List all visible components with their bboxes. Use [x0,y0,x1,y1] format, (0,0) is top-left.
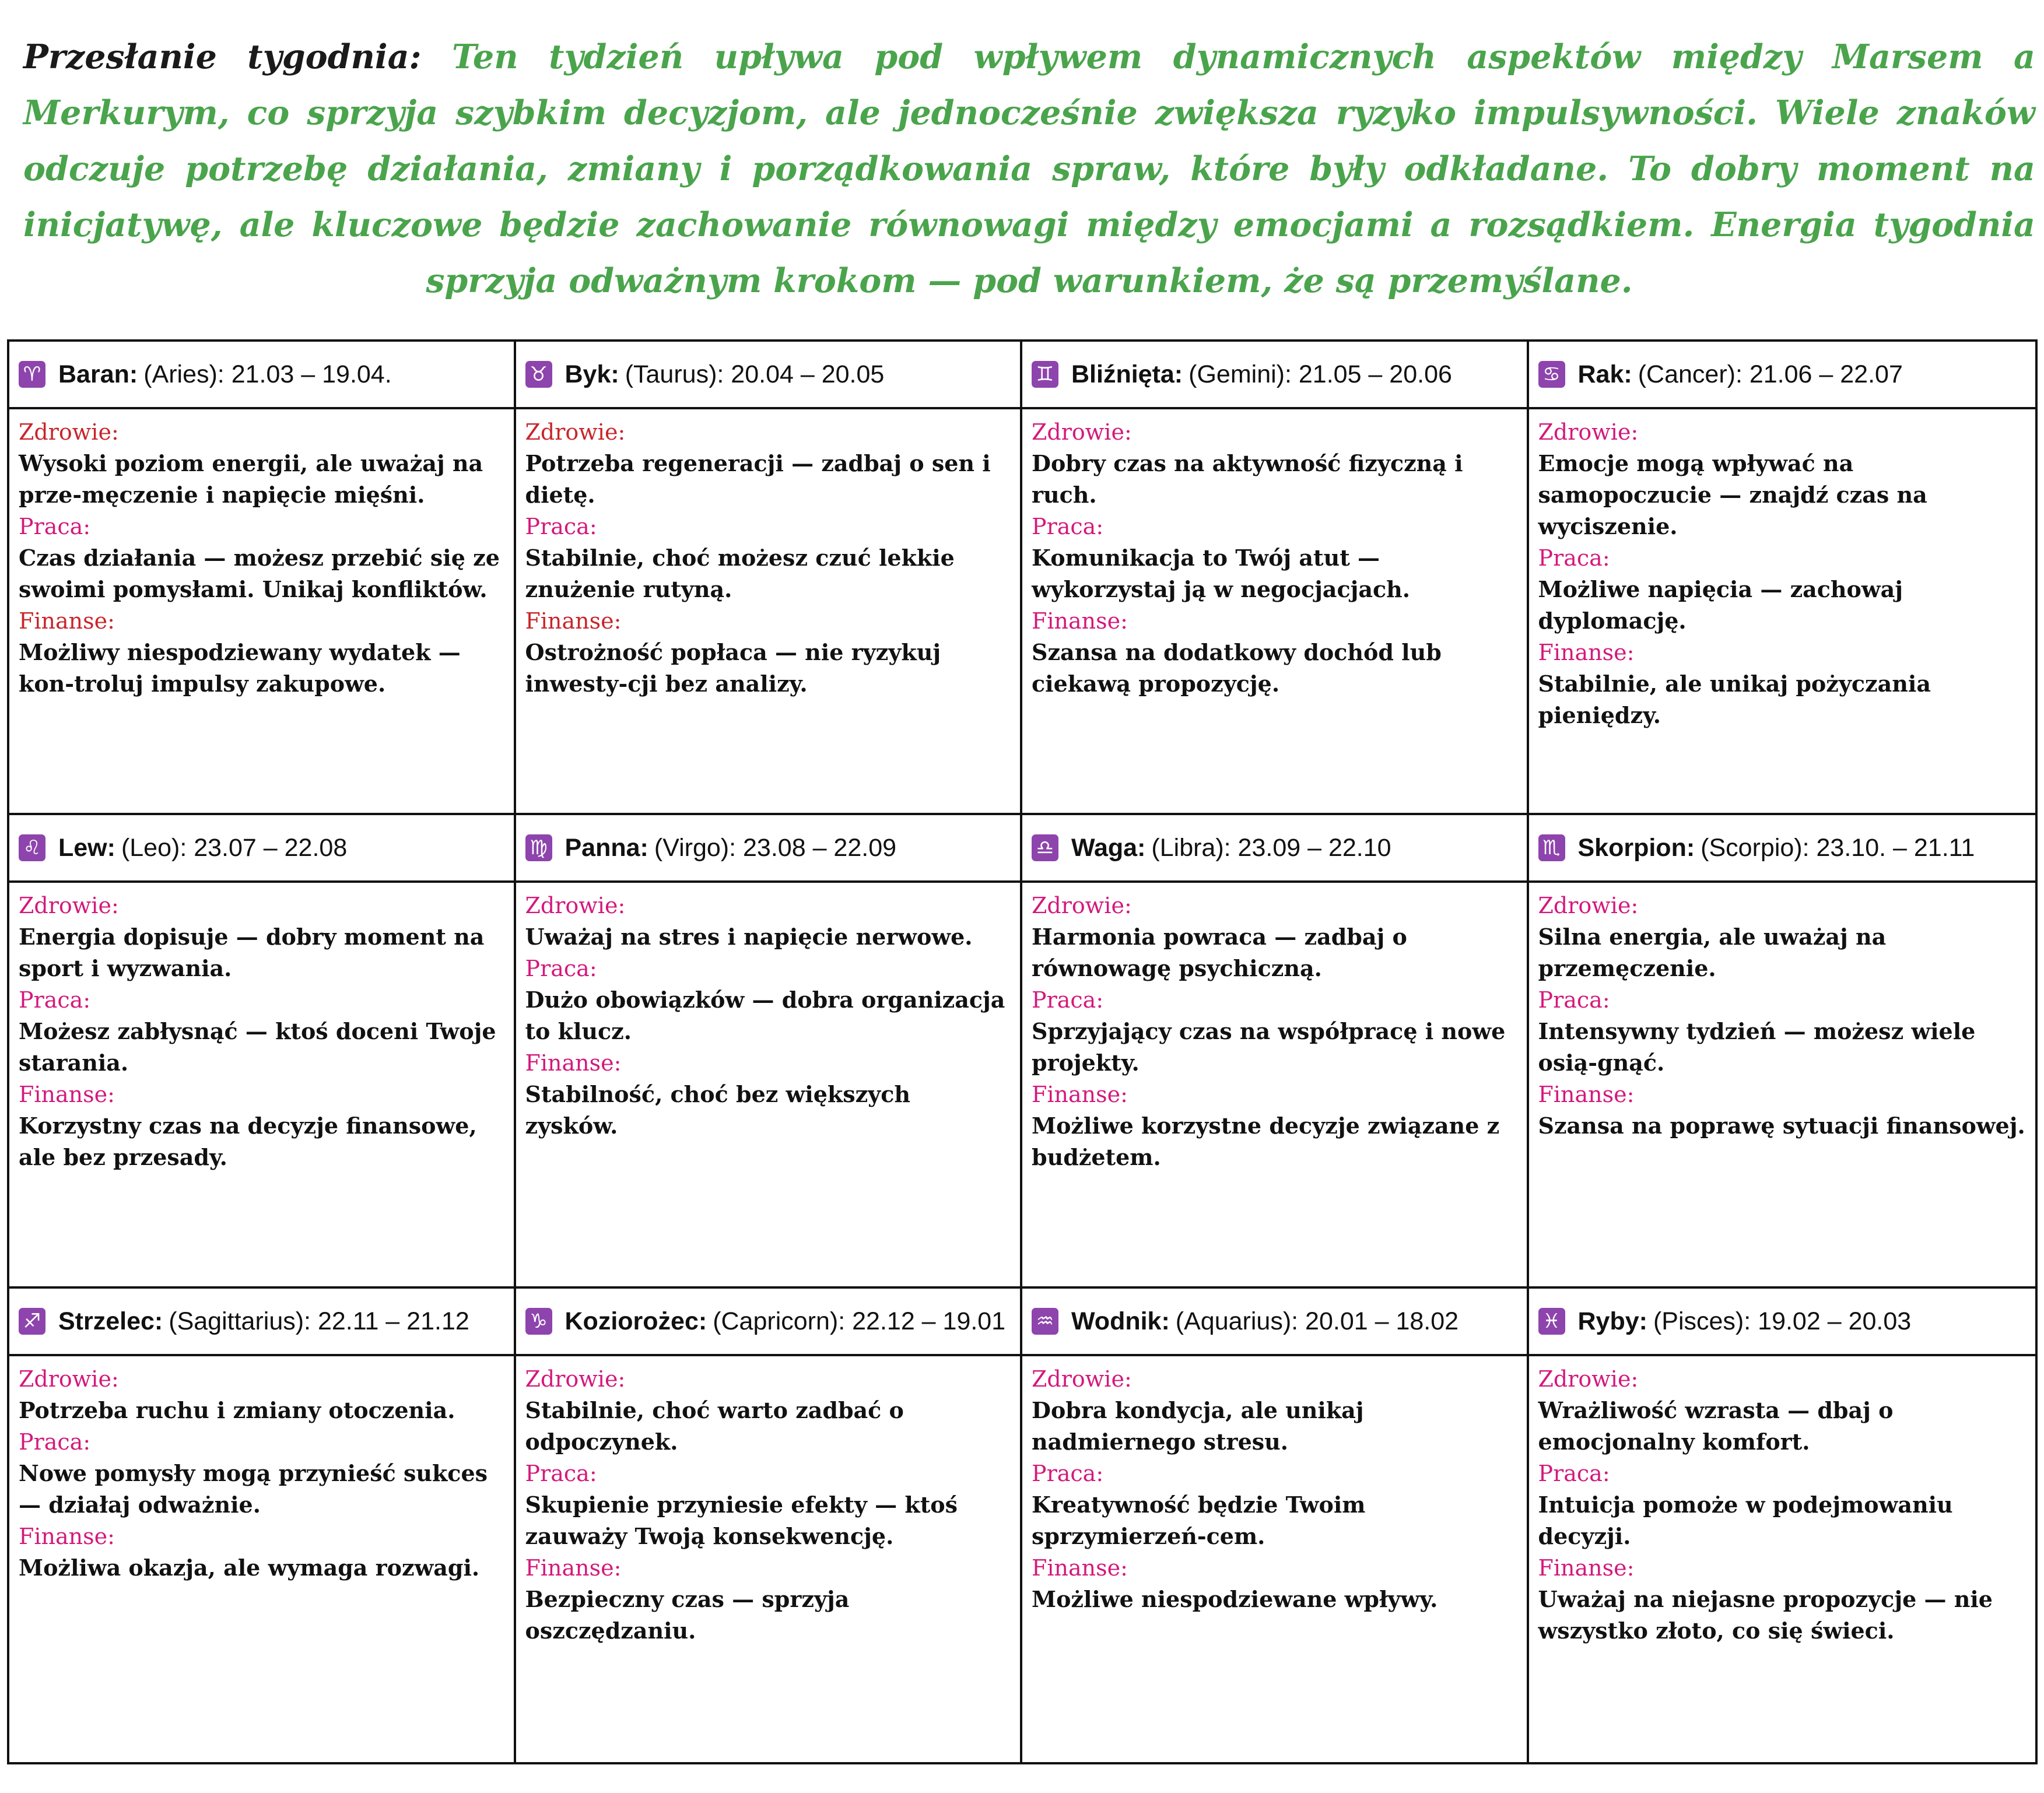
sign-dates: (Capricorn): 22.12 – 19.01 [713,1307,1006,1335]
sign-body [1022,883,1527,1173]
finance-text: Stabilnie, ale unikaj pożyczania pieniędzy. [1538,671,1931,728]
health-text: Wysoki poziom energii, ale uważaj na prze-męczenie i napięcie mięśni. [19,450,483,508]
sign-cell-gemini [1022,342,1529,815]
health-text: Stabilnie, choć warto zadbać o odpoczynek. [525,1397,904,1455]
sign-name: Strzelec: [58,1307,163,1335]
sign-cell-capricorn [516,1289,1023,1762]
work-label: Praca: [19,987,91,1013]
work-text: Skupienie przyniesie efekty — ktoś zauważy Twoją konsekwencję. [525,1492,958,1549]
work-label: Praca: [1538,1461,1610,1486]
finance-text: Możliwa okazja, ale wymaga rozwagi. [19,1555,480,1581]
sign-header [1529,815,2036,883]
health-label: Zdrowie: [525,419,626,445]
sign-dates: (Aquarius): 20.01 – 18.02 [1175,1307,1459,1335]
sign-header [1022,1289,1527,1356]
sign-body [1529,1356,2036,1647]
work-label: Praca: [19,1429,91,1455]
work-label: Praca: [19,514,91,539]
health-label: Zdrowie: [19,419,119,445]
finance-label: Finanse: [19,1524,115,1549]
weekly-message-lead: Przesłanie tygodnia: [23,37,422,76]
libra-icon: ♎ [1032,834,1058,861]
work-label: Praca: [525,1461,597,1486]
health-label: Zdrowie: [1538,419,1639,445]
work-label: Praca: [1032,1461,1104,1486]
sagittarius-icon: ♐ [19,1308,45,1335]
finance-label: Finanse: [1032,608,1128,634]
work-label: Praca: [1538,987,1610,1013]
finance-text: Uważaj na niejasne propozycje — nie wszystko złoto, co się świeci. [1538,1586,1993,1644]
work-text: Intuicja pomoże w podejmowaniu decyzji. [1538,1492,1953,1549]
sign-header [516,342,1021,409]
health-text: Emocje mogą wpływać na samopoczucie — znajdź czas na wyciszenie. [1538,450,1927,539]
sign-body [9,883,514,1173]
sign-body [1022,1356,1527,1615]
sign-cell-scorpio [1529,815,2036,1289]
sign-header [1529,1289,2036,1356]
finance-text: Możliwe korzystne decyzje związane z budżetem. [1032,1113,1500,1170]
work-text: Nowe pomysły mogą przynieść sukces — działaj odważnie. [19,1460,488,1518]
work-text: Sprzyjający czas na współpracę i nowe projekty. [1032,1018,1506,1076]
health-label: Zdrowie: [525,893,626,918]
sign-header [9,1289,514,1356]
sign-dates: (Gemini): 21.05 – 20.06 [1188,360,1452,388]
sign-header [1022,815,1527,883]
leo-icon: ♌ [19,834,45,861]
scorpio-icon: ♏ [1538,834,1565,861]
finance-label: Finanse: [1538,1555,1635,1581]
finance-text: Szansa na dodatkowy dochód lub ciekawą propozycję. [1032,639,1442,697]
finance-label: Finanse: [1538,640,1635,665]
health-label: Zdrowie: [1032,419,1132,445]
work-text: Możliwe napięcia — zachowaj dyplomację. [1538,576,1903,634]
health-label: Zdrowie: [1538,893,1639,918]
sign-header [516,1289,1021,1356]
sign-dates: (Virgo): 23.08 – 22.09 [654,833,897,862]
health-text: Potrzeba ruchu i zmiany otoczenia. [19,1397,455,1423]
finance-text: Możliwe niespodziewane wpływy. [1032,1586,1438,1612]
aquarius-icon: ♒ [1032,1308,1058,1335]
work-text: Intensywny tydzień — możesz wiele osią-gnąć. [1538,1018,1976,1076]
sign-body [516,1356,1021,1647]
work-label: Praca: [1032,987,1104,1013]
sign-name: Koziorożec: [565,1307,707,1335]
virgo-icon: ♍ [525,834,552,861]
sign-name: Ryby: [1577,1307,1647,1335]
finance-text: Korzystny czas na decyzje finansowe, ale bez przesady. [19,1113,477,1170]
work-text: Dużo obowiązków — dobra organizacja to klucz. [525,987,1005,1044]
health-text: Dobra kondycja, ale unikaj nadmiernego stresu. [1032,1397,1364,1455]
health-label: Zdrowie: [19,893,119,918]
finance-label: Finanse: [19,608,115,634]
capricorn-icon: ♑ [525,1308,552,1335]
sign-dates: (Scorpio): 23.10. – 21.11 [1701,833,1975,862]
sign-name: Lew: [58,833,115,862]
health-label: Zdrowie: [1538,1366,1639,1392]
horoscope-grid [7,339,2038,1764]
health-text: Harmonia powraca — zadbaj o równowagę psychiczną. [1032,924,1407,981]
sign-cell-libra [1022,815,1529,1289]
health-text: Dobry czas na aktywność fizyczną i ruch. [1032,450,1463,508]
sign-dates: (Cancer): 21.06 – 22.07 [1638,360,1903,388]
sign-cell-cancer [1529,342,2036,815]
health-text: Wrażliwość wzrasta — dbaj o emocjonalny komfort. [1538,1397,1894,1455]
health-text: Uważaj na stres i napięcie nerwowe. [525,924,973,950]
health-label: Zdrowie: [525,1366,626,1392]
finance-label: Finanse: [19,1082,115,1107]
sign-body [1529,883,2036,1142]
health-label: Zdrowie: [1032,893,1132,918]
work-label: Praca: [1538,545,1610,571]
sign-cell-virgo [516,815,1023,1289]
sign-cell-taurus [516,342,1023,815]
sign-cell-leo [9,815,516,1289]
sign-cell-aquarius [1022,1289,1529,1762]
sign-cell-sagittarius [9,1289,516,1762]
work-text: Komunikacja to Twój atut — wykorzystaj ją w negocjacjach. [1032,545,1410,602]
finance-text: Ostrożność popłaca — nie ryzykuj inwesty-cji bez analizy. [525,639,941,697]
sign-body [9,1356,514,1584]
sign-header [516,815,1021,883]
finance-label: Finanse: [1538,1082,1635,1107]
sign-body [1022,409,1527,700]
work-label: Praca: [525,956,597,981]
sign-name: Wodnik: [1071,1307,1170,1335]
finance-text: Bezpieczny czas — sprzyja oszczędzaniu. [525,1586,850,1644]
sign-dates: (Libra): 23.09 – 22.10 [1151,833,1391,862]
sign-dates: (Taurus): 20.04 – 20.05 [625,360,885,388]
health-text: Energia dopisuje — dobry moment na sport i wyzwania. [19,924,485,981]
finance-text: Możliwy niespodziewany wydatek — kon-troluj impulsy zakupowe. [19,639,461,697]
finance-label: Finanse: [525,1050,622,1076]
aries-icon: ♈ [19,361,45,388]
sign-dates: (Sagittarius): 22.11 – 21.12 [169,1307,469,1335]
sign-header [9,815,514,883]
health-label: Zdrowie: [19,1366,119,1392]
finance-label: Finanse: [1032,1082,1128,1107]
gemini-icon: ♊ [1032,361,1058,388]
sign-header [9,342,514,409]
work-text: Stabilnie, choć możesz czuć lekkie znużenie rutyną. [525,545,955,602]
sign-header [1529,342,2036,409]
sign-dates: (Pisces): 19.02 – 20.03 [1653,1307,1912,1335]
sign-cell-pisces [1529,1289,2036,1762]
finance-label: Finanse: [525,1555,622,1581]
work-label: Praca: [1032,514,1104,539]
work-text: Czas działania — możesz przebić się ze swoimi pomysłami. Unikaj konfliktów. [19,545,500,602]
work-text: Kreatywność będzie Twoim sprzymierzeń-cem. [1032,1492,1366,1549]
sign-dates: (Aries): 21.03 – 19.04. [143,360,392,388]
finance-label: Finanse: [1032,1555,1128,1581]
health-text: Silna energia, ale uważaj na przemęczenie. [1538,924,1887,981]
sign-body [1529,409,2036,731]
weekly-message-text: Ten tydzień upływa pod wpływem dynamicznych aspektów między Marsem a Merkurym, co sprzyja szybkim decyzjom, ale jednocześnie zwiększa ryzyko impulsywności. Wiele znaków odczuje potrzebę działania, zmiany i porządkowania spraw, które były odkładane. To dobry moment na inicjatywę, ale kluczowe będzie zachowanie równowagi między emocjami a rozsądkiem. Energia tygodnia sprzyja odważnym krokom — pod warunkiem, że są przemyślane. [23,37,2035,300]
sign-name: Bliźnięta: [1071,360,1183,388]
finance-text: Szansa na poprawę sytuacji finansowej. [1538,1113,2025,1139]
sign-name: Waga: [1071,833,1146,862]
finance-label: Finanse: [525,608,622,634]
sign-name: Panna: [565,833,648,862]
sign-name: Byk: [565,360,619,388]
sign-name: Skorpion: [1577,833,1695,862]
finance-text: Stabilność, choć bez większych zysków. [525,1081,911,1139]
sign-cell-aries [9,342,516,815]
sign-body [9,409,514,700]
sign-body [516,883,1021,1142]
weekly-message [23,29,2035,309]
cancer-icon: ♋ [1538,361,1565,388]
work-text: Możesz zabłysnąć — ktoś doceni Twoje starania. [19,1018,496,1076]
sign-body [516,409,1021,700]
taurus-icon: ♉ [525,361,552,388]
sign-header [1022,342,1527,409]
work-label: Praca: [525,514,597,539]
health-text: Potrzeba regeneracji — zadbaj o sen i dietę. [525,450,991,508]
sign-name: Baran: [58,360,138,388]
health-label: Zdrowie: [1032,1366,1132,1392]
sign-name: Rak: [1577,360,1632,388]
sign-dates: (Leo): 23.07 – 22.08 [121,833,348,862]
pisces-icon: ♓ [1538,1308,1565,1335]
